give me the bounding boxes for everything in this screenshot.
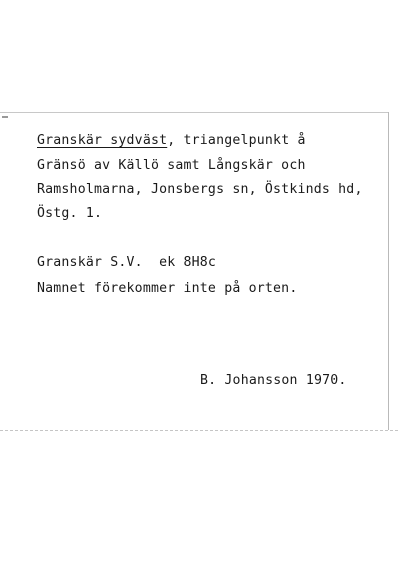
card-top-edge <box>0 112 388 113</box>
place-name-heading: Granskär sydväst <box>37 133 168 148</box>
card-right-edge <box>388 112 389 430</box>
card-bottom-edge <box>0 430 398 431</box>
entry-line-4: Östg. 1. <box>37 206 103 221</box>
entry-line-1 <box>37 133 306 149</box>
entry-line-3: Ramsholmarna, Jonsbergs sn, Östkinds hd, <box>37 182 363 197</box>
margin-mark <box>2 116 8 118</box>
note-text: Namnet förekommer inte på orten. <box>37 281 298 296</box>
signature: B. Johansson 1970. <box>200 373 347 388</box>
place-description-start: , triangelpunkt å <box>167 133 306 148</box>
entry-line-2: Gränsö av Källö samt Långskär och <box>37 158 306 173</box>
map-reference: Granskär S.V. ek 8H8c <box>37 255 217 270</box>
